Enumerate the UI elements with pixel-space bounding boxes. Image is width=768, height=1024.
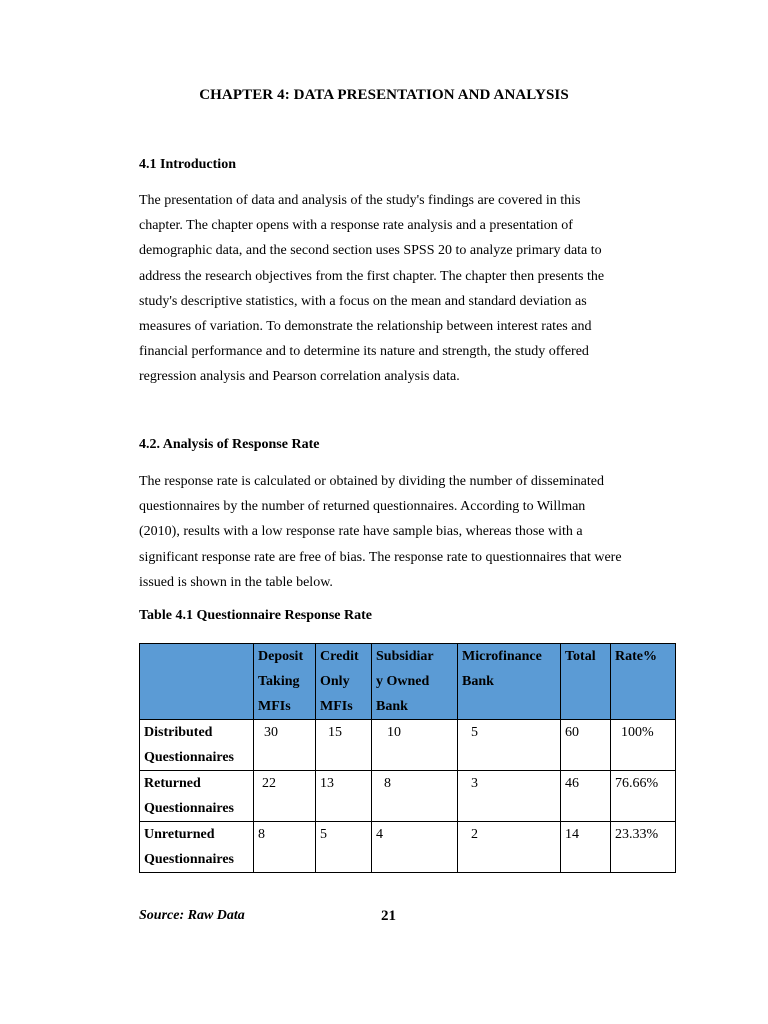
header-cell [372,644,458,720]
table-row [140,822,676,873]
row-label-text: Questionnaires [144,750,234,765]
header-text: Taking [258,674,300,689]
source-note: Source: Raw Data [139,908,245,923]
header-cell [611,644,676,720]
table-cell: 5 [458,720,561,771]
intro-heading: 4.1 Introduction [139,157,236,172]
intro-line: study's descriptive statistics, with a focus on the mean and standard deviation as [139,293,587,309]
intro-line: regression analysis and Pearson correlation analysis data. [139,369,460,385]
table-cell: 14 [561,822,611,873]
table-row [140,720,676,771]
row-label-text: Distributed [144,725,213,740]
row-label [140,822,254,873]
response-rate-paragraph [139,469,639,595]
table-cell: 22 [254,771,316,822]
table-cell: 100% [611,720,676,771]
response-line: (2010), results with a low response rate have sample bias, whereas those with a [139,524,583,540]
header-text: MFIs [258,699,291,714]
row-label-text: Questionnaires [144,852,234,867]
response-rate-heading: 4.2. Analysis of Response Rate [139,437,320,452]
header-cell [458,644,561,720]
header-text: Subsidiar [376,649,434,664]
header-text: Rate% [615,649,657,664]
response-line: The response rate is calculated or obtained by dividing the number of disseminated [139,474,604,489]
intro-line: The presentation of data and analysis of the study's findings are covered in this [139,193,581,208]
header-text: Deposit [258,649,304,664]
response-line: issued is shown in the table below. [139,574,333,590]
table-cell: 60 [561,720,611,771]
table-cell: 3 [458,771,561,822]
table-cell: 13 [316,771,372,822]
response-line: questionnaires by the number of returned questionnaires. According to Willman [139,499,586,515]
row-label-text: Questionnaires [144,801,234,816]
intro-line: financial performance and to determine its nature and strength, the study offered [139,344,589,360]
header-text: Microfinance [462,649,542,664]
header-text: Bank [462,674,494,689]
header-text: MFIs [320,699,353,714]
table-cell: 76.66% [611,771,676,822]
table-cell: 30 [254,720,316,771]
table-cell: 2 [458,822,561,873]
response-line: significant response rate are free of bias. The response rate to questionnaires that were [139,549,622,565]
row-label-text: Unreturned [144,827,215,842]
header-cell [316,644,372,720]
intro-line: chapter. The chapter opens with a response rate analysis and a presentation of [139,218,573,234]
table-cell: 46 [561,771,611,822]
chapter-title: CHAPTER 4: DATA PRESENTATION AND ANALYSIS [199,87,569,103]
table-cell: 8 [372,771,458,822]
table-cell: 8 [254,822,316,873]
table-cell: 5 [316,822,372,873]
row-label-text: Returned [144,776,201,791]
table-cell: 23.33% [611,822,676,873]
row-label [140,771,254,822]
response-rate-table [139,643,676,873]
table-cell: 10 [372,720,458,771]
intro-paragraph [139,188,639,390]
intro-line: demographic data, and the second section uses SPSS 20 to analyze primary data to [139,243,602,259]
table-header-row [140,644,676,720]
header-text: Only [320,674,350,689]
header-cell-empty [140,644,254,720]
header-cell [561,644,611,720]
table-cell: 15 [316,720,372,771]
table-cell: 4 [372,822,458,873]
page-number: 21 [381,908,396,924]
table-caption: Table 4.1 Questionnaire Response Rate [139,608,372,623]
header-text: Credit [320,649,359,664]
header-cell [254,644,316,720]
row-label [140,720,254,771]
table-row [140,771,676,822]
header-text: Total [565,649,596,664]
header-text: y Owned [376,674,430,689]
intro-line: measures of variation. To demonstrate the relationship between interest rates and [139,319,592,335]
intro-line: address the research objectives from the first chapter. The chapter then presents the [139,268,605,284]
header-text: Bank [376,699,408,714]
